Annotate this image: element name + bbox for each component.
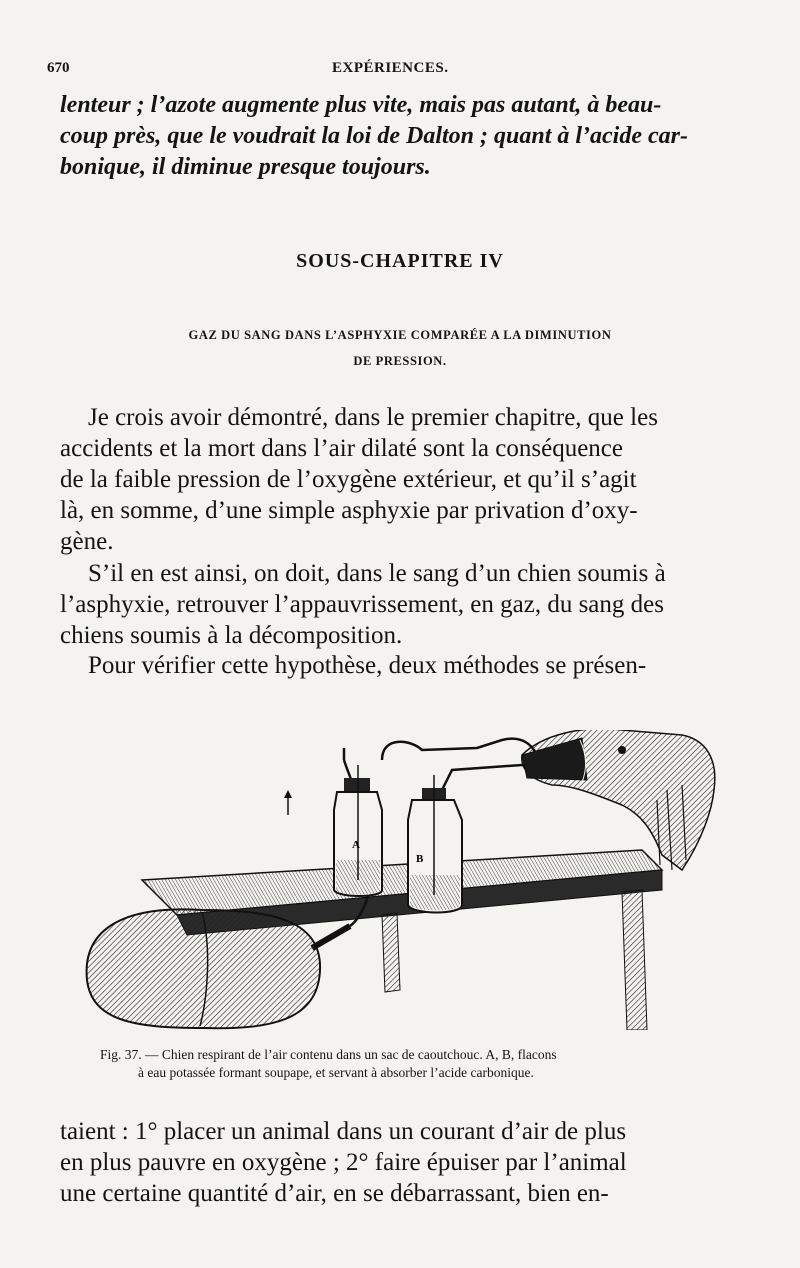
text-line: une certaine quantité d’air, en se débarrassant, bien en- <box>60 1180 609 1207</box>
text-line: en plus pauvre en oxygène ; 2° faire épuiser par l’animal <box>60 1149 627 1176</box>
text-line: coup près, que le voudrait la loi de Dalton ; quant à l’acide car- <box>60 123 688 149</box>
figure-engraving <box>82 730 718 1030</box>
flask-a-label: A <box>352 839 360 851</box>
paragraph-2 <box>60 558 740 651</box>
dog-head-drawing <box>522 730 715 870</box>
caption-line: Fig. 37. — Chien respirant de l’air contenu dans un sac de caoutchouc. A, B, flacons <box>100 1047 557 1062</box>
page-number: 670 <box>47 60 70 76</box>
rubber-bag-drawing <box>87 909 350 1028</box>
chapter-title: SOUS-CHAPITRE IV <box>296 250 504 272</box>
flask-b-drawing <box>408 775 462 913</box>
figure-caption <box>100 1046 710 1082</box>
paragraph-1 <box>60 402 740 557</box>
text-line: l’asphyxie, retrouver l’appauvrissement, en gaz, du sang des <box>60 591 664 618</box>
engraving-illustration <box>82 730 718 1030</box>
subtitle-line: GAZ DU SANG DANS L’ASPHYXIE COMPARÉE A LA DIMINUTION <box>188 328 612 342</box>
airflow-arrow <box>284 790 292 815</box>
paragraph-3 <box>60 650 740 681</box>
text-line: lenteur ; l’azote augmente plus vite, mais pas autant, à beau- <box>60 92 662 118</box>
running-title: EXPÉRIENCES. <box>332 60 449 76</box>
running-head <box>47 58 742 80</box>
chapter-subtitle <box>60 322 740 374</box>
text-line: taient : 1° placer un animal dans un courant d’air de plus <box>60 1118 627 1145</box>
text-line: Pour vérifier cette hypothèse, deux méthodes se présen- <box>88 652 647 679</box>
text-line: là, en somme, d’une simple asphyxie par privation d’oxy- <box>60 497 638 524</box>
text-line: de la faible pression de l’oxygène extérieur, et qu’il s’agit <box>60 466 637 493</box>
flask-b-label: B <box>416 853 424 865</box>
caption-line: à eau potassée formant soupape, et servant à absorber l’acide carbonique. <box>138 1065 534 1080</box>
text-line: accidents et la mort dans l’air dilaté sont la conséquence <box>60 435 623 462</box>
flask-a-drawing <box>334 765 382 896</box>
subtitle-line: DE PRESSION. <box>353 354 447 368</box>
text-line: gène. <box>60 528 114 555</box>
text-line: Je crois avoir démontré, dans le premier chapitre, que les <box>88 404 658 431</box>
text-line: chiens soumis à la décomposition. <box>60 622 403 649</box>
text-line: bonique, il diminue presque toujours. <box>60 154 431 180</box>
italic-paragraph <box>60 90 740 183</box>
text-line: S’il en est ainsi, on doit, dans le sang d’un chien soumis à <box>88 560 666 587</box>
paragraph-4 <box>60 1116 740 1209</box>
